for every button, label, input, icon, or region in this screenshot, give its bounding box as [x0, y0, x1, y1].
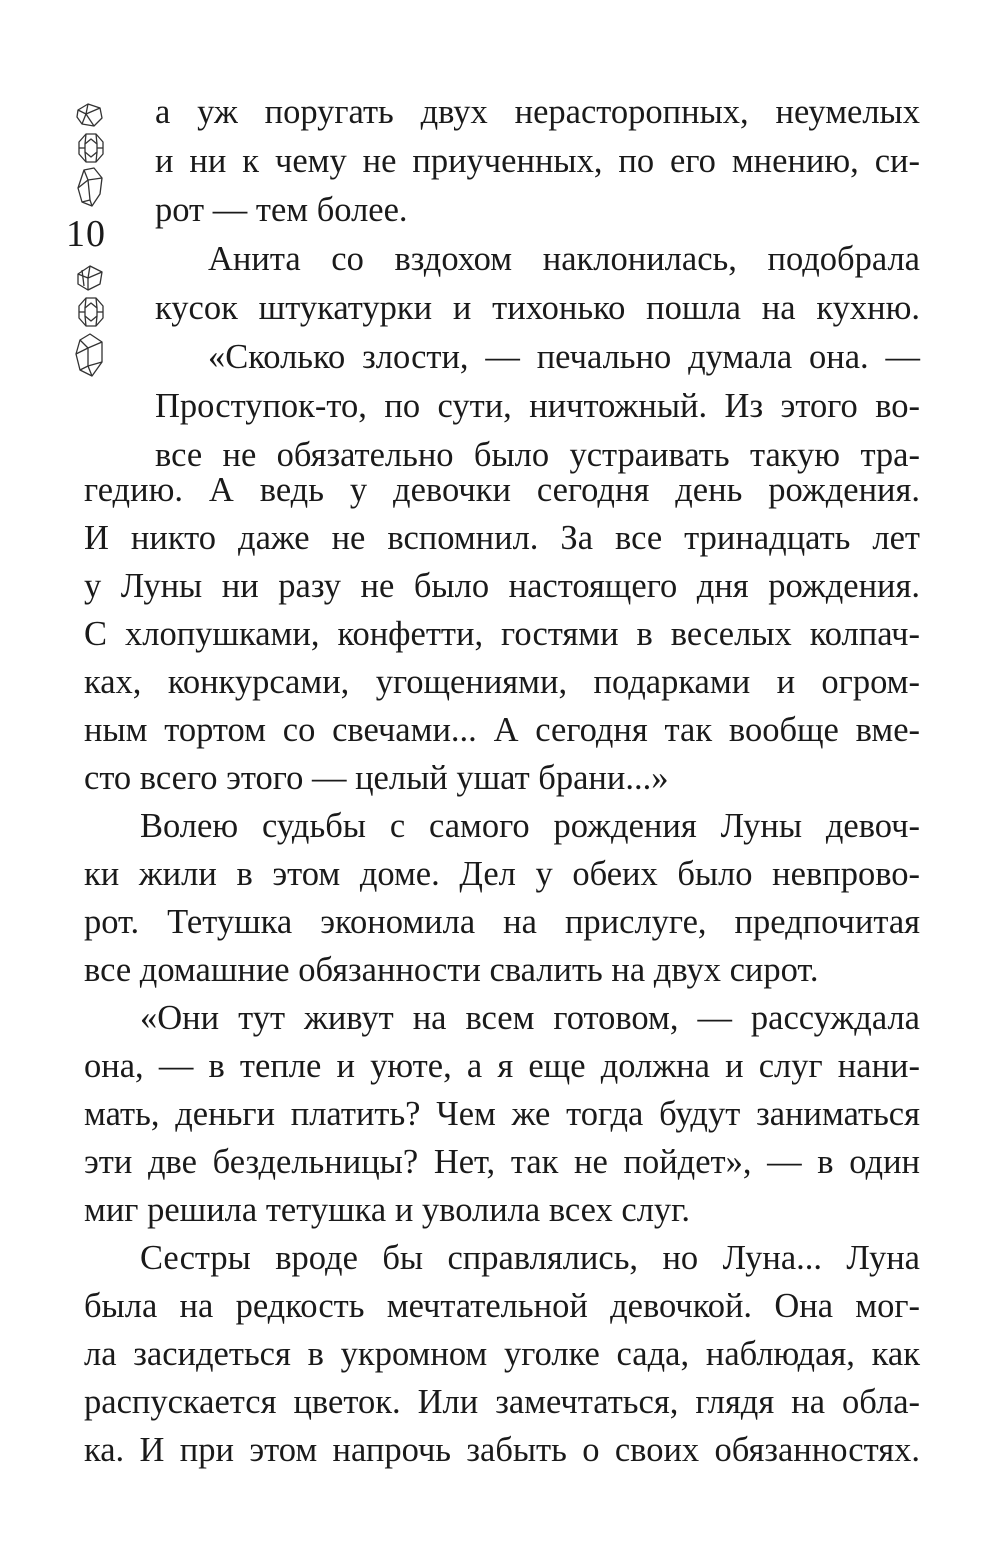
crystal-small-icon — [77, 104, 102, 126]
text-line: ла засидеться в укромном уголке сада, наблюдая, как — [84, 1335, 920, 1373]
text-line: «Сколько злости, — печально думала она. — — [208, 338, 920, 376]
text-line: распускается цветок. Или замечтаться, глядя на обла- — [84, 1383, 920, 1421]
text-line: рот. Тетушка экономила на прислуге, предпочитая — [84, 903, 920, 941]
crystal-round-icon — [79, 134, 103, 162]
text-line: гедию. А ведь у девочки сегодня день рождения. — [84, 471, 920, 509]
crystal-ornament-icon — [72, 100, 106, 210]
page-number: 10 — [66, 213, 106, 255]
crystal-long-icon — [76, 334, 102, 376]
text-line: кусок штукатурки и тихонько пошла на кухню. — [155, 289, 920, 327]
crystal-ornament-icon — [72, 262, 106, 380]
text-line: ки жили в этом доме. Дел у обеих было невпрово- — [84, 855, 920, 893]
text-line: рот — тем более. — [155, 191, 408, 229]
text-line: сто всего этого — целый ушат брани...» — [84, 759, 669, 797]
text-line: мать, деньги платить? Чем же тогда будут заниматься — [84, 1095, 920, 1133]
text-line: она, — в тепле и уюте, а я еще должна и слуг нани- — [84, 1047, 920, 1085]
text-line: у Луны ни разу не было настоящего дня рождения. — [84, 567, 920, 605]
text-line: все не обязательно было устраивать такую тра- — [155, 436, 920, 474]
text-line: ка. И при этом напрочь забыть о своих обязанностях. — [84, 1431, 920, 1469]
crystal-long-icon — [78, 168, 102, 206]
text-line: С хлопушками, конфетти, гостями в веселых колпач- — [84, 615, 920, 653]
text-line: и ни к чему не приученных, по его мнению, си- — [155, 142, 920, 180]
text-line: эти две бездельницы? Нет, так не пойдет», — в один — [84, 1143, 920, 1181]
crystal-round-icon — [79, 298, 103, 326]
text-line: Анита со вздохом наклонилась, подобрала — [208, 240, 920, 278]
text-line: миг решила тетушка и уволила всех слуг. — [84, 1191, 691, 1229]
text-line: была на редкость мечтательной девочкой. Она мог- — [84, 1287, 920, 1325]
text-line: ках, конкурсами, угощениями, подарками и огром- — [84, 663, 920, 701]
text-line: Волею судьбы с самого рождения Луны девоч- — [140, 807, 920, 845]
text-line: все домашние обязанности свалить на двух сирот. — [84, 951, 819, 989]
text-line: ным тортом со свечами... А сегодня так вообще вме- — [84, 711, 920, 749]
crystal-small-icon — [78, 266, 102, 290]
text-line: Сестры вроде бы справлялись, но Луна... Луна — [140, 1239, 920, 1277]
text-line: а уж поругать двух нерасторопных, неумелых — [155, 93, 920, 131]
text-line: Проступок-то, по сути, ничтожный. Из этого во- — [155, 387, 920, 425]
text-line: «Они тут живут на всем готовом, — рассуждала — [140, 999, 920, 1037]
text-line: И никто даже не вспомнил. За все тринадцать лет — [84, 519, 920, 557]
